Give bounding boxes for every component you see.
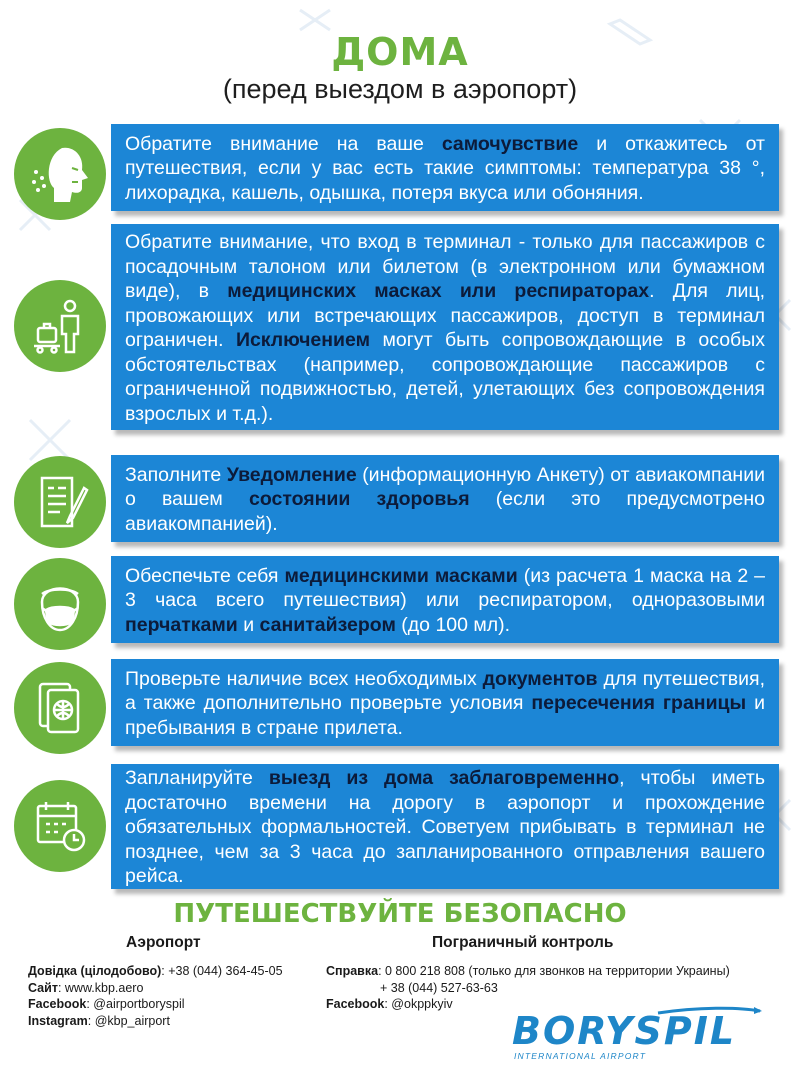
contact-line: Instagram: @kbp_airport (28, 1013, 170, 1028)
contact-line: Довідка (цілодобово): +38 (044) 364-45-05 (28, 964, 283, 978)
advice-box-terminal (111, 224, 779, 430)
contact-line: Сайт: www.kbp.aero (28, 980, 144, 995)
slogan: ПУТЕШЕСТВУЙТЕ БЕЗОПАСНО (173, 899, 627, 929)
passport-icon (28, 676, 92, 740)
sick-person-icon (28, 142, 92, 206)
calendar-clock-icon-circle (14, 780, 106, 872)
body-text: . Для лиц, провожающих или встречающих пассажиров, доступ в терминал ограничен. (125, 280, 765, 351)
advice-text (125, 230, 765, 426)
body-text: , чтобы иметь достаточно времени на дорогу в аэропорт и прохождение обязательных формальностей. Советуем прибывать в терминал не позднее, чем за 3 часа до запланированного отправления вашего рейса. (125, 767, 766, 888)
advice-box-departure (111, 764, 779, 889)
emphasis-text: Исключением (235, 329, 371, 351)
contact-line: Facebook: @okppkyiv (326, 997, 453, 1011)
body-text: могут быть сопровождающие в особых обстоятельствах (например, сопровождающие пассажиров с ограниченной подвижностью, детей, улетающих без сопровождения взрослых и т.д.). (125, 329, 765, 425)
emphasis-text: выезд из дома заблаговременно (268, 767, 620, 790)
form-pen-icon-circle (14, 456, 106, 548)
body-text: для путешествия, а также дополнительно проверьте условия (125, 667, 766, 715)
border-control-heading: Пограничный контроль (432, 934, 614, 951)
emphasis-text: санитайзером (259, 613, 396, 636)
boryspil-logo (508, 1005, 768, 1065)
body-text: и пребывания в стране прилета. (125, 692, 765, 739)
advice-box-documents (111, 659, 779, 746)
body-text: Обратите внимание на ваше (125, 132, 442, 155)
emphasis-text: состоянии здоровья (248, 488, 470, 511)
advice-text (125, 667, 765, 741)
advice-box-form (111, 455, 779, 542)
advice-text (125, 564, 765, 638)
advice-text (125, 132, 765, 206)
emphasis-text: самочувствие (441, 132, 579, 155)
emphasis-text: Уведомление (226, 463, 357, 486)
body-text: (если это предусмотрено авиакомпанией). (125, 488, 766, 535)
emphasis-text: перчатками (125, 613, 238, 636)
emphasis-text: медицинскими масками (284, 564, 518, 587)
contact-line: + 38 (044) 527-63-63 (380, 980, 498, 995)
advice-text (125, 463, 765, 537)
logo-text: BORYSPIL (512, 1009, 737, 1053)
contact-line: Facebook: @airportboryspil (28, 997, 185, 1011)
advice-text (125, 766, 765, 889)
page-title: ДОМА (331, 30, 469, 74)
contact-line: Справка: 0 800 218 808 (только для звонков на территории Украины) (326, 964, 730, 978)
emphasis-text: медицинских масках или респираторах (227, 280, 650, 302)
airport-heading: Аэропорт (126, 934, 201, 951)
emphasis-text: документов (482, 667, 598, 690)
passenger-luggage-icon (28, 294, 92, 358)
calendar-clock-icon (28, 794, 92, 858)
face-mask-icon (28, 572, 92, 636)
advice-box-health (111, 124, 779, 211)
page-subtitle: (перед выездом в аэропорт) (222, 74, 578, 104)
advice-box-mask (111, 556, 779, 643)
body-text: Обеспечьте себя (125, 564, 285, 587)
face-mask-icon-circle (14, 558, 106, 650)
body-text: и откажитесь от путешествия, если у вас есть такие симптомы: температура 38 °, лихорадка, кашель, одышка, потеря вкуса или обоняния. (125, 132, 765, 204)
emphasis-text: пересечения границы (531, 692, 747, 715)
body-text: Запланируйте (125, 767, 269, 790)
body-text: Проверьте наличие всех необходимых (125, 667, 483, 690)
logo-tagline: INTERNATIONAL AIRPORT (514, 1051, 647, 1061)
form-pen-icon (28, 470, 92, 534)
body-text: (информационную Анкету) от авиакомпании о вашем (125, 463, 765, 511)
sick-person-icon-circle (14, 128, 106, 220)
body-text: Заполните (125, 463, 227, 486)
airport-contacts (28, 963, 283, 1029)
body-text: (из расчета 1 маска на 2 – 3 часа всего путешествия) или респиратором, одноразовыми (125, 564, 765, 612)
passenger-luggage-icon-circle (14, 280, 106, 372)
passport-icon-circle (14, 662, 106, 754)
body-text: и (237, 613, 260, 636)
body-text: Обратите внимание, что вход в терминал - только для пассажиров с посадочным талоном или билетом (в электронном или бумажном виде), в (125, 231, 765, 302)
body-text: (до 100 мл). (395, 613, 511, 636)
